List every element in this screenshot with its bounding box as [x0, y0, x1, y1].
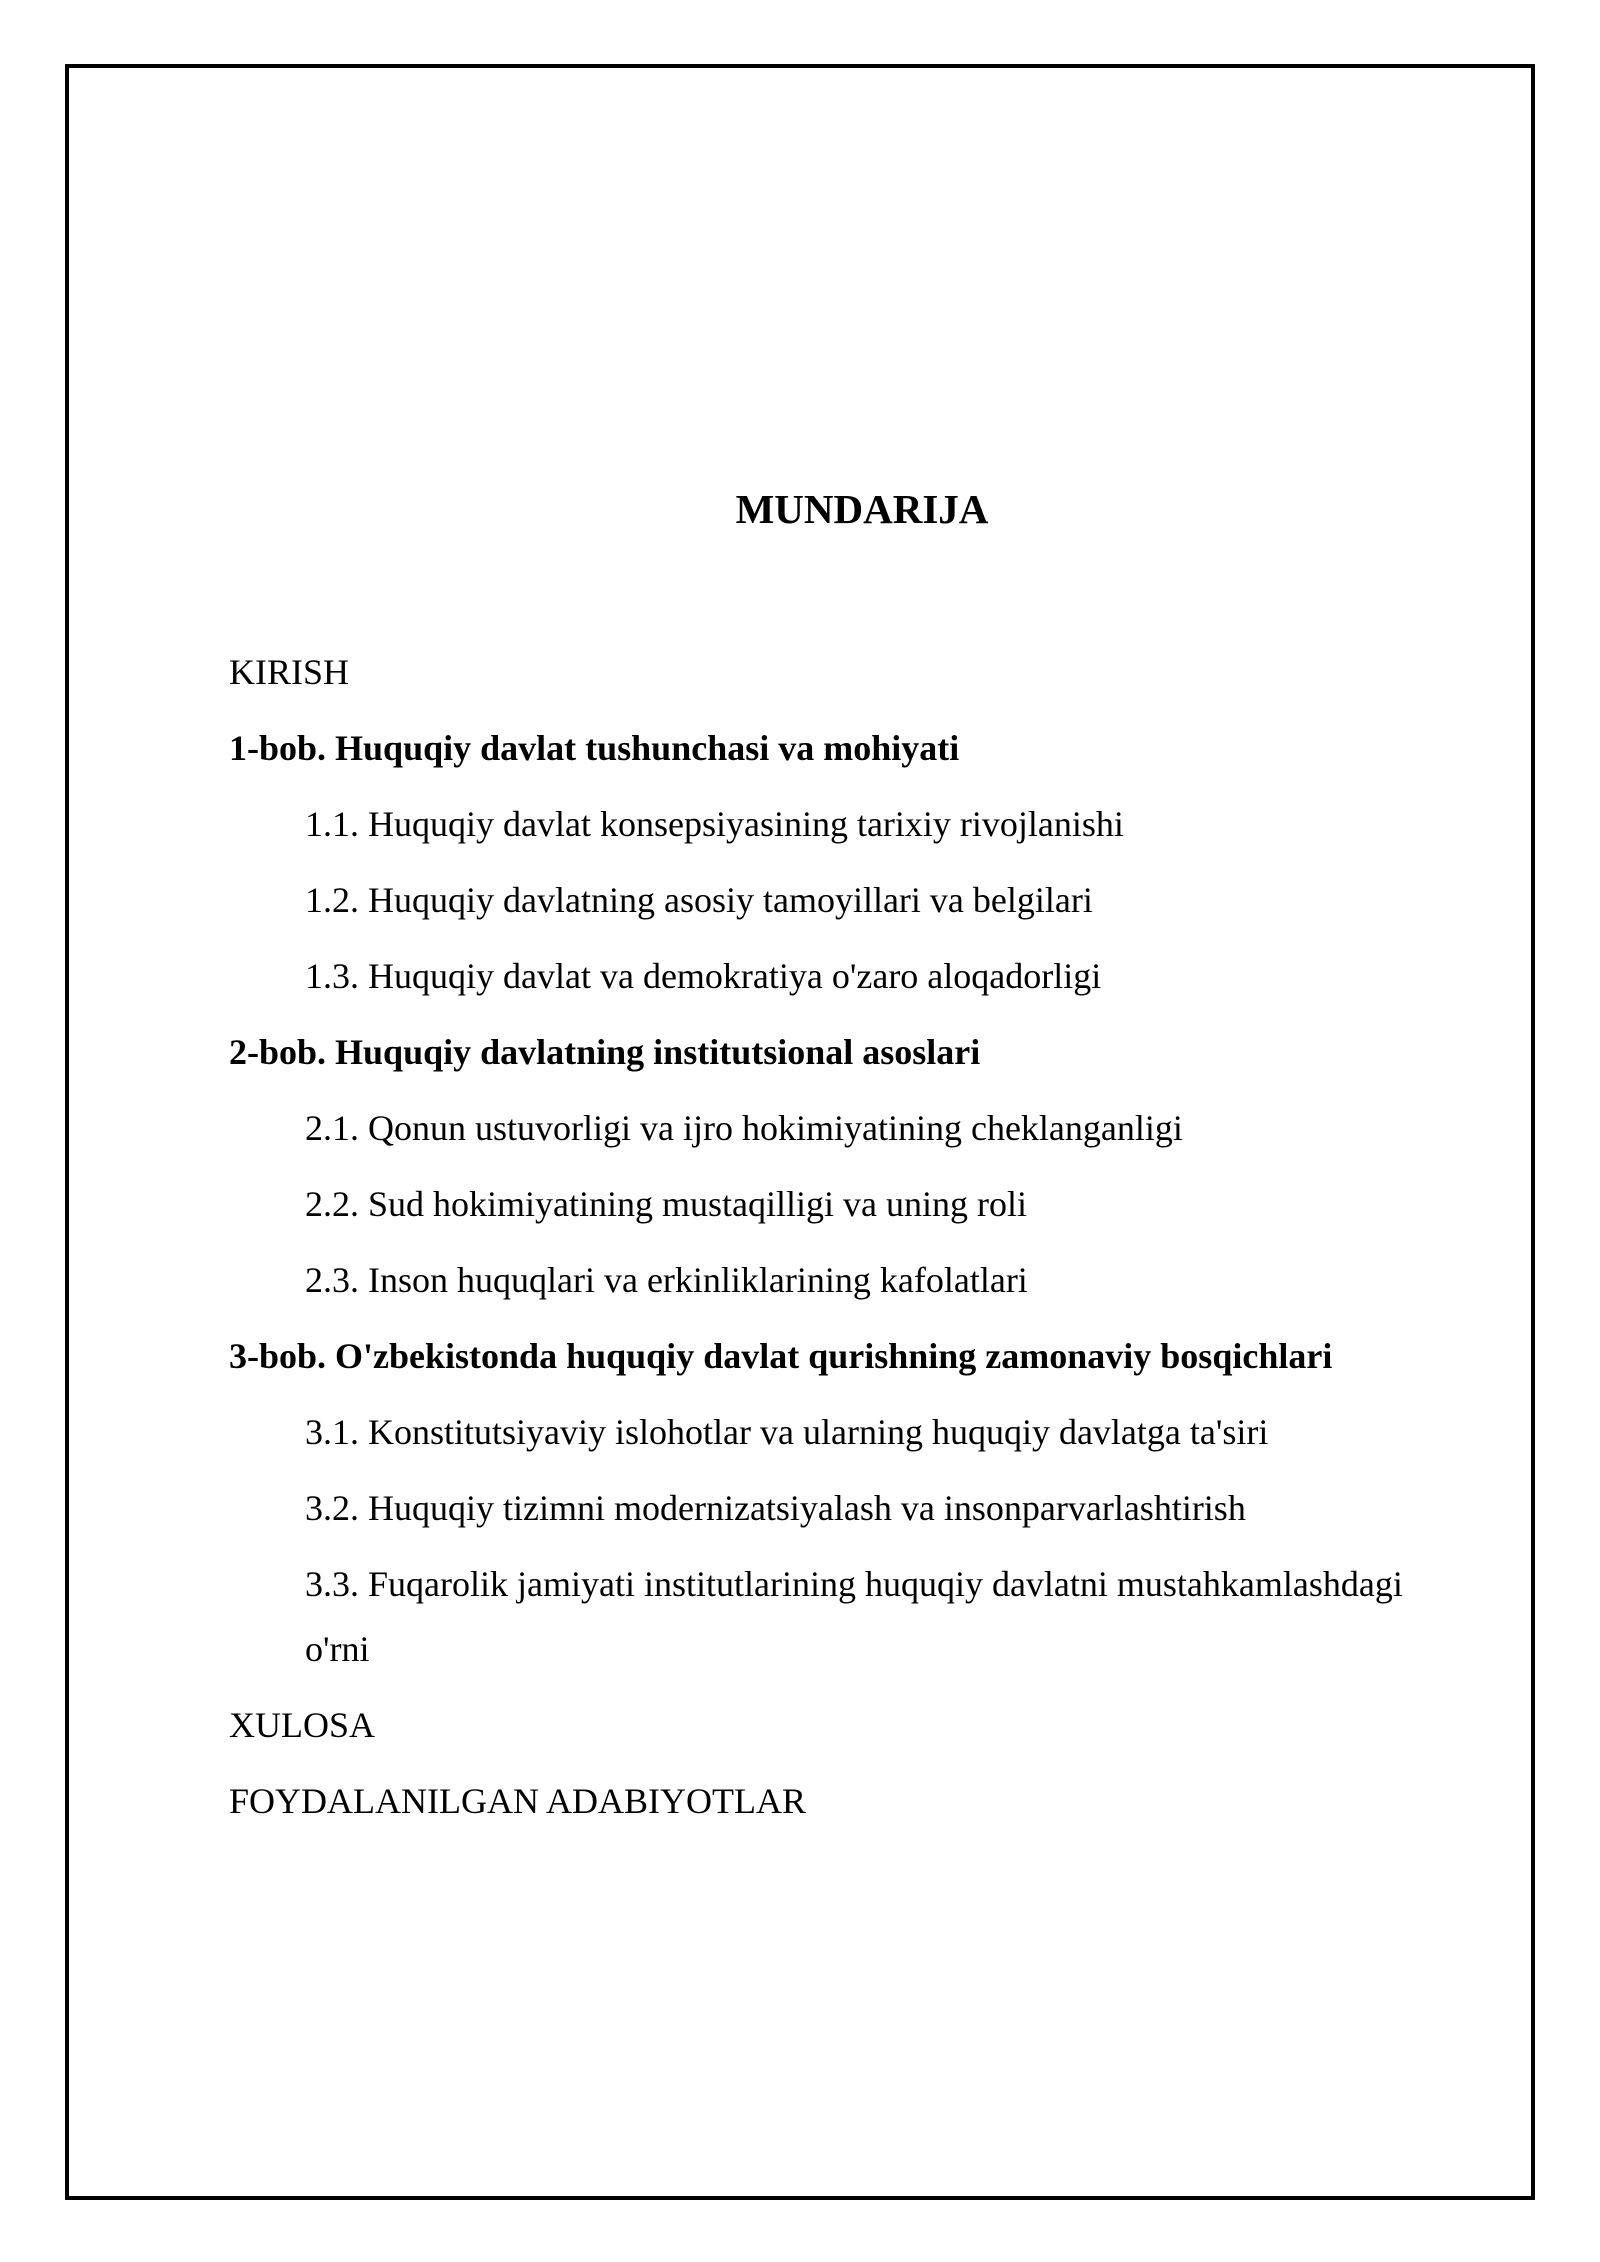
toc-section-2-2: 2.2. Sud hokimiyatining mustaqilligi va uning roli	[305, 1184, 1027, 1224]
toc-section-1-1: 1.1. Huquqiy davlat konsepsiyasining tarixiy rivojlanishi	[305, 804, 1124, 844]
toc-section-3-1: 3.1. Konstitutsiyaviy islohotlar va ularning huquqiy davlatga ta'siri	[305, 1412, 1269, 1452]
toc-section-2-3: 2.3. Inson huquqlari va erkinliklarining kafolatlari	[305, 1260, 1028, 1300]
toc-chapter-3: 3-bob. O'zbekistonda huquqiy davlat qurishning zamonaviy bosqichlari	[229, 1336, 1333, 1376]
table-of-contents	[229, 640, 1469, 1845]
toc-section-3-3: 3.3. Fuqarolik jamiyati institutlarining huquqiy davlatni mustahkamlashdagi o'rni	[305, 1564, 1403, 1669]
toc-entry-introduction: KIRISH	[229, 652, 350, 692]
toc-entry-conclusion: XULOSA	[229, 1705, 376, 1745]
toc-entry-references: FOYDALANILGAN ADABIYOTLAR	[229, 1781, 806, 1821]
toc-section-2-1: 2.1. Qonun ustuvorligi va ijro hokimiyatining cheklanganligi	[305, 1108, 1183, 1148]
toc-section-1-3: 1.3. Huquqiy davlat va demokratiya o'zaro aloqadorligi	[305, 956, 1102, 996]
page-title: MUNDARIJA	[735, 486, 989, 533]
toc-section-1-2: 1.2. Huquqiy davlatning asosiy tamoyillari va belgilari	[305, 880, 1093, 920]
toc-chapter-2: 2-bob. Huquqiy davlatning institutsional asoslari	[229, 1032, 981, 1072]
toc-chapter-1: 1-bob. Huquqiy davlat tushunchasi va mohiyati	[229, 728, 960, 768]
toc-section-3-2: 3.2. Huquqiy tizimni modernizatsiyalash va insonparvarlashtirish	[305, 1488, 1246, 1528]
